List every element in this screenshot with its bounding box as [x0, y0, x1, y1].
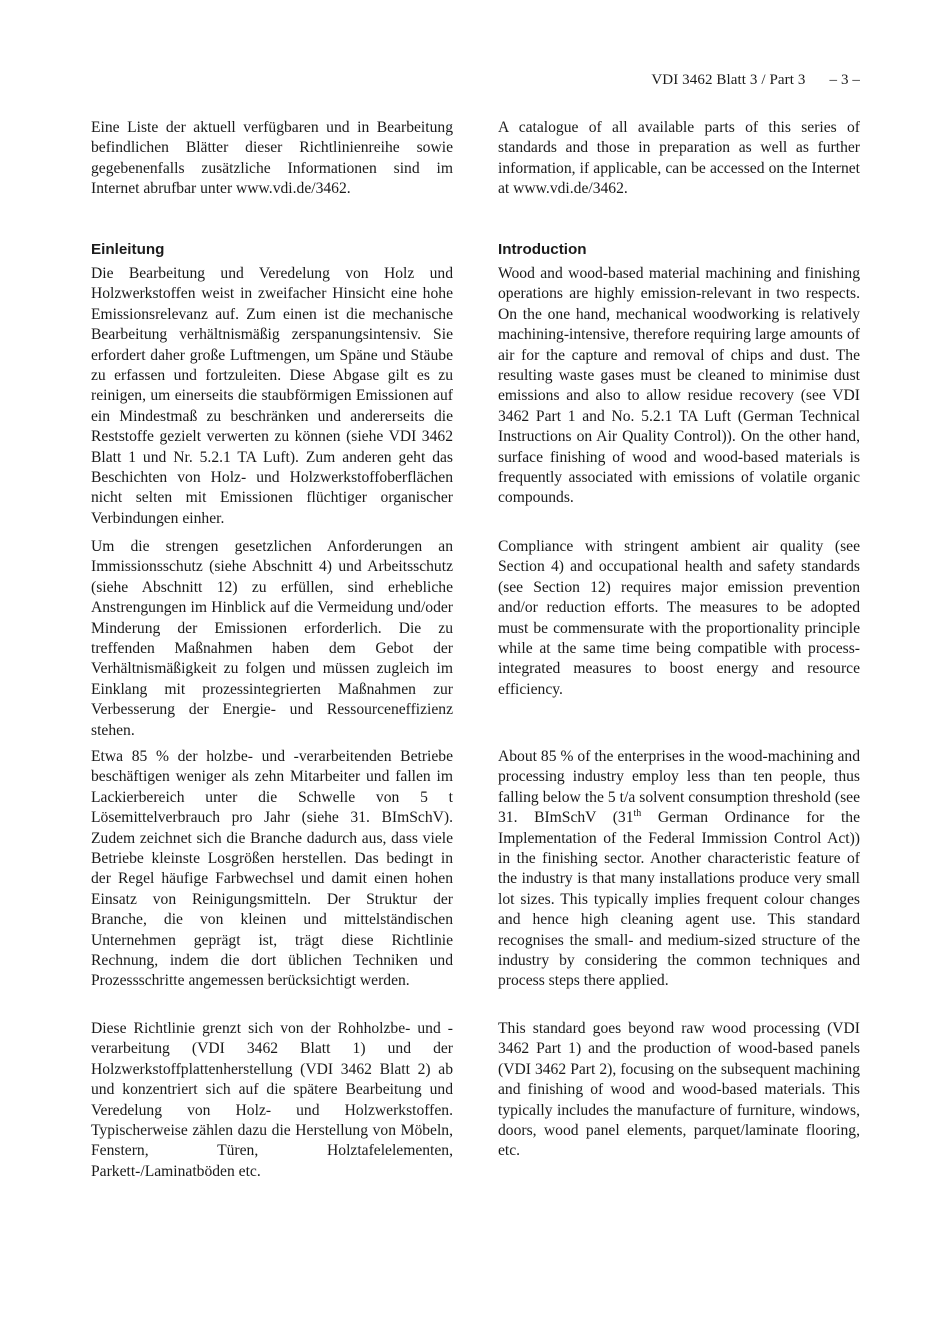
german-paragraph-4: Diese Richtlinie grenzt sich von der Rohholzbe- und -verarbeitung (VDI 3462 Blatt 1) und der Holzwerkstoffplattenherstellung (VDI 3462 Blatt 2) ab und konzentriert sich auf die spätere Bearbeitung und Veredelung von Holz- und Holzwerkstoffen. Typischerweise zählen dazu die Herstellung von Möbeln, Fenstern, Türen, Holztafelelementen, Parkett-/Laminatböden etc. — [91, 1020, 453, 1180]
german-para-1-block — [91, 264, 453, 529]
english-paragraph-1: Wood and wood-based material machining and finishing operations are highly emission-relevant in two respects. On the one hand, mechanical woodworking is relatively machining-intensive, therefore requiring large amounts of air for the capture and removal of chips and dust. The resulting waste gases must be cleaned to minimise dust emissions and also to allow residue recovery (see VDI 3462 Part 1 and No. 5.2.1 TA Luft (German Technical Instructions on Air Quality Control)). On the other hand, surface finishing of wood and wood-based materials is frequently associated with emissions of volatile organic compounds. — [498, 265, 860, 507]
english-section-heading: Introduction — [498, 241, 587, 258]
english-paragraph-3-part-1: About 85 % of the enterprises in the wood-machining and processing industry employ less than ten people, thus falling below the 5 t/a solvent consumption threshold (see 31. BImSchV (31 — [498, 748, 860, 827]
german-paragraph-3: Etwa 85 % der holzbe- und -verarbeitenden Betriebe beschäftigen weniger als zehn Mitarbeiter und fallen im Lackierbereich unter die Schwelle von 5 t Lösemittelverbrauch pro Jahr (siehe 31. BImSchV). Zudem zeichnet sich die Branche dadurch aus, dass viele Betriebe kleinste Losgrößen herstellen. Das bedingt in der Regel häufige Farbwechsel und damit einen hohen Einsatz von Reinigungsmitteln. Der Struktur der Branche, die von kleinen und mittelständischen Unternehmen geprägt ist, trägt diese Richtlinie Rechnung, indem die dort üblichen Techniken und Prozessschritte angemessen berücksichtigt werden. — [91, 748, 453, 990]
english-intro-block — [498, 118, 860, 200]
english-para-2-block — [498, 537, 860, 700]
english-paragraph-4: This standard goes beyond raw wood processing (VDI 3462 Part 1) and the production of wood-based panels (VDI 3462 Part 2), focusing on the subsequent machining and finishing of wood and wood-based materials. This typically includes the manufacture of furniture, windows, doors, wood panel elements, parquet/laminate flooring, etc. — [498, 1020, 860, 1160]
english-para-1-block — [498, 264, 860, 509]
german-intro-block — [91, 118, 453, 200]
german-para-2-block — [91, 537, 453, 741]
english-para-3-block — [498, 747, 860, 992]
english-paragraph-3 — [498, 747, 860, 992]
ordinal-superscript: th — [633, 808, 642, 820]
english-intro-paragraph: A catalogue of all available parts of this series of standards and those in preparation as well as further information, if applicable, can be accessed on the Internet at www.vdi.de/3462. — [498, 119, 860, 198]
english-paragraph-2: Compliance with stringent ambient air quality (see Section 4) and occupational health and safety standards (see Section 12) requires major emission prevention and/or reduction efforts. The measures to be adopted must be commensurate with the proportionality principle while at the same time being compatible with process-integrated measures to boost energy and resource efficiency. — [498, 538, 860, 698]
german-section-heading: Einleitung — [91, 241, 165, 258]
document-reference: VDI 3462 Blatt 3 / Part 3 — [651, 72, 806, 88]
english-paragraph-3-part-2: German Ordinance for the Implementation of the Federal Immission Control Act)) in the finishing sector. Another characteristic feature of the industry is that many installations produce very small lot sizes. This typically implies frequent colour changes and hence high cleaning agent use. This standard recognises the small- and medium-sized structure of the industry by considering the common techniques and process steps there applied. — [498, 809, 861, 990]
german-paragraph-2: Um die strengen gesetzlichen Anforderungen an Immissionsschutz (siehe Abschnitt 4) und Arbeitsschutz (siehe Abschnitt 12) zu erfüllen, sind erhebliche Anstrengungen im Hinblick auf die Vermeidung und/oder Minderung der Emissionen erforderlich. Die zu treffenden Maßnahmen haben dem Gebot der Verhältnismäßigkeit zu folgen und müssen zugleich im Einklang mit prozessintegrierten Maßnahmen zur Verbesserung der Energie- und Ressourceneffizienz stehen. — [91, 538, 453, 739]
page-number: – 3 – — [829, 72, 860, 88]
german-para-4-block — [91, 1019, 453, 1182]
page-header — [651, 72, 860, 89]
english-para-4-block — [498, 1019, 860, 1162]
german-para-3-block — [91, 747, 453, 992]
german-intro-paragraph: Eine Liste der aktuell verfügbaren und in Bearbeitung befindlichen Blätter dieser Richtlinienreihe sowie gegebenenfalls zusätzliche Informationen sind im Internet abrufbar unter www.vdi.de/3462. — [91, 119, 453, 198]
german-paragraph-1: Die Bearbeitung und Veredelung von Holz und Holzwerkstoffen weist in zweifacher Hinsicht eine hohe Emissionsrelevanz auf. Zum einen ist die mechanische Bearbeitung verhältnismäßig zerspanungsintensiv. Sie erfordert daher große Luftmengen, um Späne und Stäube zu erfassen und fortzuleiten. Diese Abgase gilt es zu reinigen, um einerseits die staubförmigen Emissionen auf ein Mindestmaß zu beschränken und andererseits die Reststoffe gezielt verwerten zu können (siehe VDI 3462 Blatt 1 und Nr. 5.2.1 TA Luft). Zum anderen geht das Beschichten von Holz- und Holzwerkstoffoberflächen nicht selten mit Emissionen flüchtiger organischer Verbindungen einher. — [91, 265, 453, 527]
